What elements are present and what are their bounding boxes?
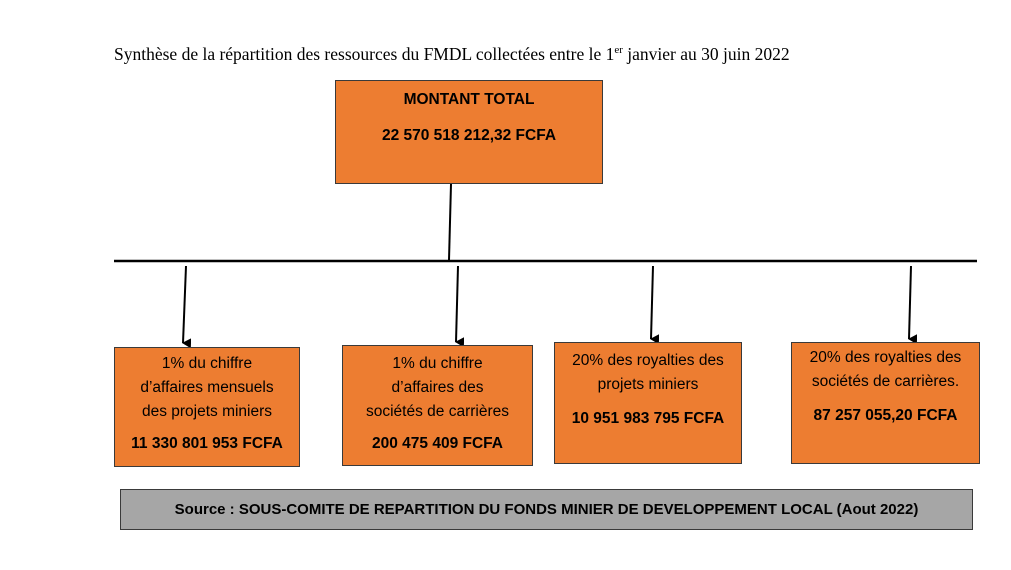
arrow-to-box-2	[456, 266, 458, 342]
allocation-4-line-1: 20% des royalties des	[809, 349, 962, 366]
allocation-box-2	[342, 345, 533, 466]
allocation-1-line-1: 1% du chiffre	[161, 355, 253, 372]
source-note: Source : SOUS-COMITE DE REPARTITION DU FONDS MINIER DE DEVELOPPEMENT LOCAL (Aout 2022)	[120, 489, 973, 530]
diagram-title: Synthèse de la répartition des ressources du FMDL collectées entre le 1er janvier au 30 juin 2022	[114, 44, 790, 64]
allocation-4-amount: 87 257 055,20 FCFA	[813, 407, 958, 424]
arrow-to-box-4	[909, 266, 911, 339]
allocation-2-line-1: 1% du chiffre	[392, 355, 483, 372]
allocation-box-4	[791, 342, 980, 464]
allocation-3-line-1: 20% des royalties des	[572, 352, 724, 369]
allocation-3-line-2: projets miniers	[597, 376, 699, 393]
arrow-to-box-3	[651, 266, 653, 339]
allocation-2-line-3: sociétés de carrières	[365, 403, 509, 420]
trunk-line	[449, 184, 451, 260]
allocation-4-line-2: sociétés de carrières.	[811, 373, 960, 390]
allocation-box-3	[554, 342, 742, 464]
allocation-2-line-2: d’affaires des	[391, 379, 484, 396]
total-amount-box	[335, 80, 603, 184]
allocation-1-line-2: d’affaires mensuels	[140, 379, 274, 396]
allocation-2-amount: 200 475 409 FCFA	[372, 435, 503, 452]
allocation-3-amount: 10 951 983 795 FCFA	[571, 410, 725, 427]
total-amount: 22 570 518 212,32 FCFA	[381, 127, 557, 144]
allocation-1-line-3: des projets miniers	[141, 403, 273, 420]
allocation-1-amount: 11 330 801 953 FCFA	[131, 435, 283, 452]
allocation-box-1	[114, 347, 300, 467]
total-label: MONTANT TOTAL	[403, 91, 535, 108]
arrow-to-box-1	[183, 266, 186, 343]
